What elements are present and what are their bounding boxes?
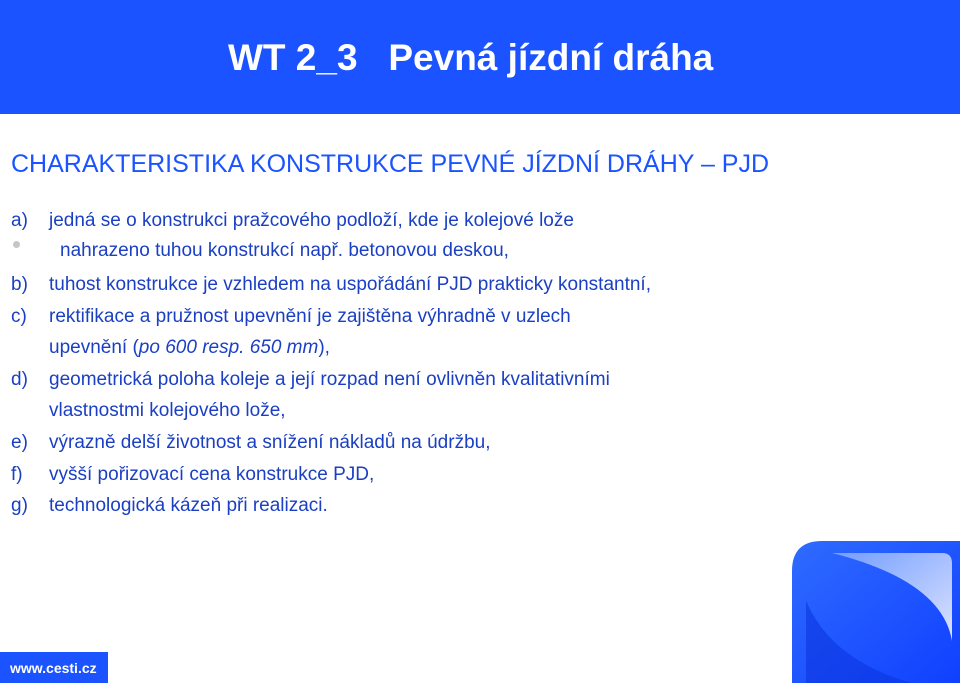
item-c-line1: rektifikace a pružnost upevnění je zajištěna výhradně v uzlech [49,306,571,327]
item-a-line1: jedná se o konstrukci pražcového podloží, kde je kolejové lože [49,210,574,231]
item-c-line2 [49,336,330,360]
item-f-line1: vyšší pořizovací cena konstrukce PJD, [49,464,375,485]
item-a-line2: nahrazeno tuhou konstrukcí např. betonovou deskou, [60,240,509,261]
item-d-line1: geometrická poloha koleje a její rozpad není ovlivněn kvalitativními [49,369,610,390]
item-g-line1: technologická kázeň při realizaci. [49,495,328,516]
item-c-line2-pre: upevnění ( [49,337,139,358]
item-label-c: c) [11,306,27,327]
title-bar [0,0,960,114]
item-b-line1: tuhost konstrukce je vzhledem na uspořádání PJD prakticky konstantní, [49,274,651,295]
item-label-d: d) [11,369,28,390]
item-c-line2-post: ), [318,337,330,358]
page-title: WT 2_3 Pevná jízdní dráha [228,37,714,78]
footer-url-link[interactable]: www.cesti.cz [10,660,97,676]
section-heading: CHARAKTERISTIKA KONSTRUKCE PEVNÉ JÍZDNÍ DRÁHY – PJD [11,150,770,178]
item-label-f: f) [11,464,23,485]
item-e-line1: výrazně delší životnost a snížení nákladů na údržbu, [49,432,491,453]
footer-bar [0,652,108,683]
item-label-a: a) [11,210,28,231]
item-d-line2: vlastnostmi kolejového lože, [49,400,286,421]
item-label-g: g) [11,495,28,516]
item-label-e: e) [11,432,28,453]
item-label-b: b) [11,274,28,295]
blue-gradient-rounded-shape-icon [792,541,960,683]
item-c-line2-em: po 600 resp. 650 mm [138,337,319,358]
bullet-icon [13,241,20,248]
